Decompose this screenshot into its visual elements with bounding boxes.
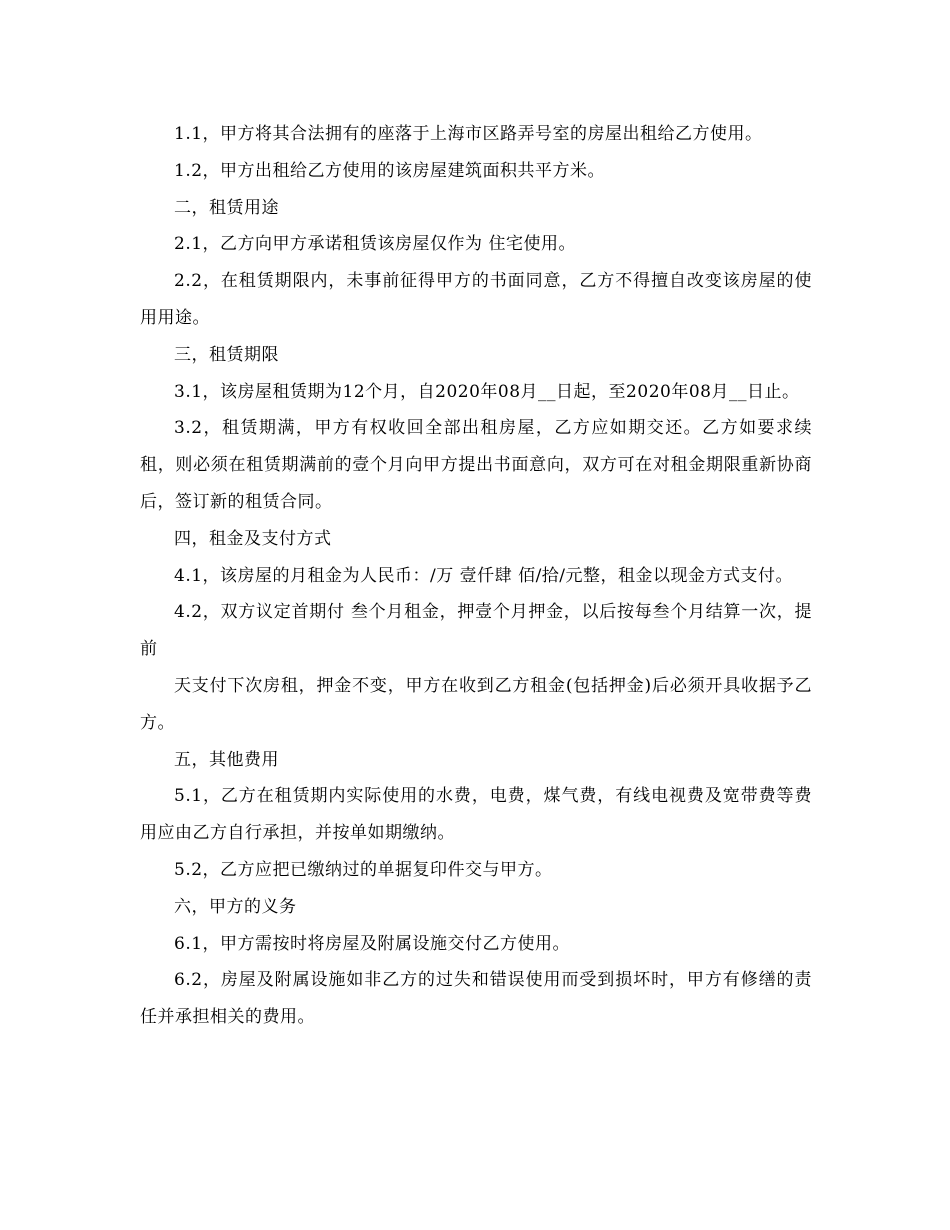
clause-2-2: 2.2，在租赁期限内，未事前征得甲方的书面同意，乙方不得擅自改变该房屋的使用用途。 bbox=[140, 271, 812, 328]
clause-1-1: 1.1，甲方将其合法拥有的座落于上海市区路弄号室的房屋出租给乙方使用。 bbox=[174, 124, 763, 144]
clause-3-2: 3.2，租赁期满，甲方有权收回全部出租房屋，乙方应如期交还。乙方如要求续租，则必须在租赁期满前的壹个月向甲方提出书面意向，双方可在对租金期限重新协商后，签订新的租赁合同。 bbox=[140, 418, 812, 512]
clause-2-1: 2.1，乙方向甲方承诺租赁该房屋仅作为 住宅使用。 bbox=[174, 234, 576, 255]
clause-1-2: 1.2，甲方出租给乙方使用的该房屋建筑面积共平方米。 bbox=[174, 160, 606, 181]
section-heading-usage: 二，租赁用途 bbox=[174, 197, 279, 218]
clause-4-1: 4.1，该房屋的月租金为人民币：/万 壹仟肆 佰/拾/元整，租金以现金方式支付。 bbox=[174, 565, 794, 586]
section-heading-party-a-duties: 六，甲方的义务 bbox=[174, 896, 297, 917]
section-heading-rent: 四，租金及支付方式 bbox=[174, 528, 332, 549]
clause-5-1: 5.1，乙方在租赁期内实际使用的水费，电费，煤气费，有线电视费及宽带费等费用应由乙方自行承担，并按单如期缴纳。 bbox=[140, 786, 812, 844]
clause-6-2: 6.2，房屋及附属设施如非乙方的过失和错误使用而受到损坏时，甲方有修缮的责任并承担相关的费用。 bbox=[140, 970, 812, 1028]
clause-5-2: 5.2，乙方应把已缴纳过的单据复印件交与甲方。 bbox=[174, 859, 553, 880]
clause-6-1: 6.1，甲方需按时将房屋及附属设施交付乙方使用。 bbox=[174, 933, 571, 954]
document-body bbox=[140, 116, 812, 1036]
clause-3-1: 3.1，该房屋租赁期为12个月，自2020年08月__日起，至2020年08月__日止。 bbox=[174, 381, 800, 402]
section-heading-other-fees: 五，其他费用 bbox=[174, 749, 279, 770]
clause-4-2: 4.2，双方议定首期付 叁个月租金，押壹个月押金，以后按每叁个月结算一次，提前 bbox=[140, 602, 812, 660]
clause-4-2-continued: 天支付下次房租，押金不变，甲方在收到乙方租金(包括押金)后必须开具收据予乙方。 bbox=[140, 675, 812, 733]
section-heading-term: 三，租赁期限 bbox=[174, 344, 279, 365]
